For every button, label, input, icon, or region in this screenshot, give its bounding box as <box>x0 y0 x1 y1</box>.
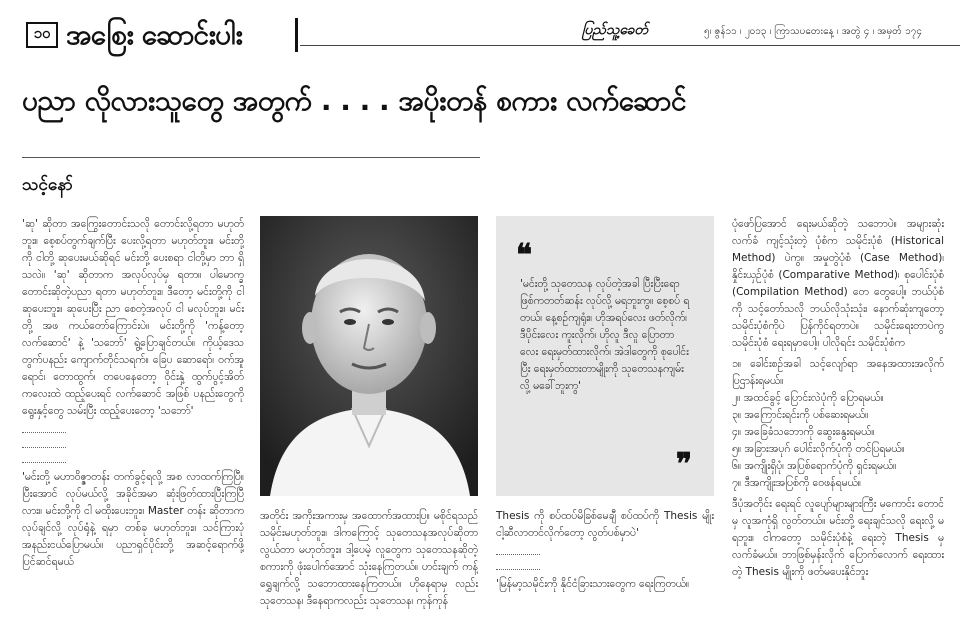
column-2-text: အတိုင်း အကိုးအကားမှ အထောက်အထားပြ။ မစိုင်ရသည် သမိုင်းမဟုတ်ဘူး။ ဒါကကြောင့် သုတေသနအလုပ်ဆိုတာ လွယ်တာ မဟုတ်ဘူး။ ဒါ့ပေမဲ့ လူတွေက သုတေသနဆိုတဲ့ စကားကို ဖုံးပေါက်အောင် သုံးနေကြတယ်။ ဟင်းချက် ကန့်ရွှေချက်လို့ သဘောထားနေကြတယ်။ ဟိုနေရာမှ လည်း သုတေသန၊ ဒီနေရာကလည်း သုတေသန၊ ကုန်ကုန် <box>260 510 478 607</box>
open-quote-icon: ❝ <box>516 238 533 273</box>
section-divider <box>295 18 298 52</box>
column-4-para-2: ဒီပုံအတိုင်း ရေးရင် လူပျော်များများကြီး မကောင်း တောင်မှ လူအကုံရှိ လွတ်တယ်။ မင်းတို့ ရေးချင်သလို ရေးလို့ မရဘူး။ ငါကတော့ သမိုင်းပုံစံနဲ့ ရေးတဲ့ Thesis မှ လက်ခံမယ်။ ဘာဖြစ်မှန်းလိုက် ပြောက်လောက် ရေးထားတဲ့ Thesis မျိုးကို ဖတ်မပေးနိုင်ဘူး <box>732 498 944 578</box>
portrait-illustration <box>260 216 478 496</box>
dotted-separator <box>496 561 540 570</box>
byline: သင့်နော် <box>22 175 73 195</box>
column-1-para-1: 'ဆု' ဆိုတာ အကြွေးတောင်းသလို တောင်းလို့ရတာ မဟုတ်ဘူး။ စေ့စပ်တွက်ချက်ပြီး ပေးလို့ရတာ မဟုတ်ဘူး။ မင်းတို့ကို ငါတို့ ဆုပေးမယ်ဆိုရင် မင်းတို့ ပေးစရာ ငါတို့မှာ ဘာ ရှိသလဲ။ 'ဆု' ဆိုတာက အလုပ်လုပ်မှ ရတာ။ ပါမောက္ခ တောင်းဆိုတဲ့ပညာ ရတာ မဟုတ်ဘူး။ ဒီတော့ မင်းတို့ကို ငါ ဆုပေးဘူး။ ဆုပေးပြီး ညာ စေတဲ့အလုပ် ငါ မလုပ်ဘူး။ မင်းတို့ အဖ ကယ်တော်ကြောင်းပဲ။ မင်းတို့ကို 'ကန့်တော့လက်ဆောင်' နဲ့ 'သဘော်' ရွဲ့ပြောချင်တယ်။ ကိုယ့်ဒေသတွက်ပနည်း ကျောက်တိုင်သရက်။ ခြေပ ဆောရော်၊ ဝက်အူရောင်၊ တောထွက်၊ တပေနေတော့ ဝိုင်းနှဲ့ ထွက်ပွင့်အိတ်ကလေးထဲ ထည့်ပေးရင် လက်ဆောင် အဖြစ် ပနည်းတွေကို ရွေးနှင့်တွေ သမ်းပြီး ထည့်ပေးတော့ 'သဘော်' <box>22 218 244 417</box>
headline: ပညာ လိုလားသူတွေ အတွက် . . . . အပိုးတန် စကား လက်ဆောင် <box>22 84 687 117</box>
portrait-photo <box>260 216 478 496</box>
column-3-text <box>496 508 714 619</box>
section-title: အစြေး ဆောင်းပါး <box>66 18 243 51</box>
paper-logo: ပြည်သူ့ခေတ် <box>582 22 648 38</box>
headline-rule <box>22 157 480 158</box>
pull-quote <box>496 216 714 496</box>
dotted-separator <box>496 546 540 555</box>
column-1 <box>22 216 244 619</box>
column-3-para-2: 'မြန်မာ့သမိုင်းကို နိုင်ငံခြားသားတွေက ရေးကြတယ်။ <box>496 578 690 590</box>
close-quote-icon: ❞ <box>675 447 692 482</box>
column-1-para-2: 'မင်းတို့ မဟာဝိဇ္ဇာတန်း တက်ခွင့်ရလို့ အစ လာထက်ကြပြီ။ ပြီးအောင် လုပ်မယ်လို့ အခိုင်အမာ ဆုံးဖြတ်ထားပြီးကြပြီလား။ မင်းတို့ကို ငါ မထိုးပေးဘူး။ Master တန်း ဆိုတာက လုပ်ချင်လို့ လုပ်ရုံနဲ့ ရမှာ တစ်ခု မဟုတ်ဘူး။ သင်ကြားပုံ အနည်းငယ်ပြောမယ်။ ပညာရှင်ပိုင်းတို့ အဆင့်ရောက်ဖို့ ပြင်ဆင်ရမယ် <box>22 471 244 568</box>
list-item: ၅။ အခြားအပုဂ် ပေါင်းလိုက်ပုံကို တင်ပြရမယ်။ <box>732 443 905 455</box>
list-item: ၆။ အကျိုးရှိပုံ၊ အပြစ်ရောက်ပုံကို ရှင်းရမယ်။ <box>732 460 897 472</box>
dotted-separator <box>22 424 66 433</box>
list-item: ၇။ ဒီအကျိုးအပြစ်ကို ဝေဖန်ရမယ်။ <box>732 477 861 489</box>
list-item: ၁။ ခေါင်းစဉ်အခါ သင့်လျော်ရာ အနေအထားအလိုက် ပြဌာန်းရမယ်။ <box>732 358 944 387</box>
dotted-separator <box>22 454 66 463</box>
method-list <box>732 356 944 492</box>
column-4 <box>732 216 944 619</box>
list-item: ၄။ အခြေခံသဘောကို ဆွေးနွေးရမယ်။ <box>732 426 875 438</box>
page-header <box>0 0 960 72</box>
dotted-separator <box>22 439 66 448</box>
pull-quote-text: 'မင်းတို့ သုတေသန လုပ်တဲ့အခါ ပြီးပြီးရော ဖြစ်ကတတ်ဆန်း လုပ်လို့ မရဘူးကွ။ စေ့စပ် ရတယ်၊ နေ့စဉ်ကျရုံး။ ဟိုအရပ်လေး ဖတ်လိုက်၊ ဒီပိုင်းလေး ကူးလိုက်၊ ဟိုလူ ဒီလူ ပြောတာလေး ရေးမှတ်ထားလိုက်၊ အဲဒါတွေကို စုပေါင်းပြီး ရေးမှတ်ထားတာမျိုးကို သုတေသနကျမ်းလို့ မခေါ်ဘူးကွ' <box>520 278 690 392</box>
date-line: ၅၊ ဇွန်၁၁ ၊ ၂၀၁၃ ၊ ကြာသပတေးနေ့ ၊ အတွဲ ၄ ၊ အမှတ် ၁၇၄ <box>704 26 922 37</box>
list-item: ၂။ အထင်ခွင့် ပြောင်းလဲပုံကို ပြောရမယ်။ <box>732 392 884 404</box>
page-number: ၁၀ <box>26 22 58 48</box>
column-3-para-1: Thesis ကို စပ်ထပ်မိခြစ်မေချီ စပ်ထပ်ကို Thesis မျိုး ငါ့ဆီလာတင်လိုက်တော့ လွတ်ပစ်မှာပဲ' <box>496 510 714 539</box>
column-4-para-1: ပုံဖော်ပြအောင် ရေးမယ်ဆိုတဲ့ သဘောပဲ။ အများဆုံး လက်ခံ ကျင့်သုံးတဲ့ ပုံစံက သမိုင်းပုံစံ (Historical Method) ပဲကွ။ အမှုတွဲပုံစံ (Case Method)၊ နှိုင်းယှဉ်ပုံစံ (Comparative Method)၊ စုပေါင်းပုံစံ (Compilation Method) တေ တွေပေါ့။ ဘယ်ပုံစံကို သင့်တော်သလို ဘယ်လိုသုံးသုံး၊ နောက်ဆုံးကျတော့ သမိုင်းပုံစံကိုပဲ ပြန်ကိုင်ရတာပဲ။ သမိုင်းရေးတာပဲကွ သမိုင်းပုံစံ ရေးရမှာပေါ့။ ပါလိုရင်း သမိုင်းပုံစံက <box>732 218 944 349</box>
header-rule <box>300 45 960 46</box>
list-item: ၃။ အကြောင်းရင်းကို ပစ်ဆေးရမယ်။ <box>732 409 869 421</box>
